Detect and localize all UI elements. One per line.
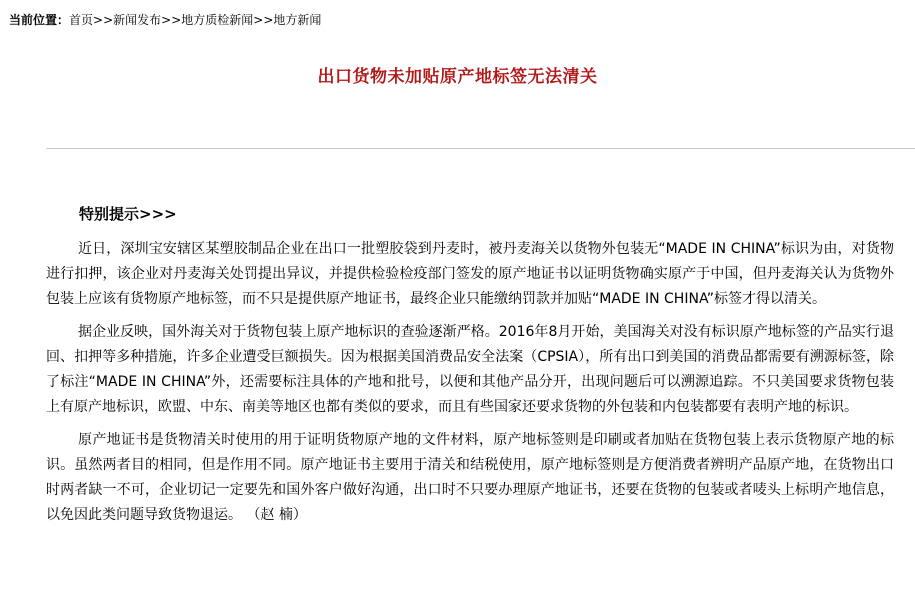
article-body: [46, 237, 894, 536]
breadcrumb-link-news-release[interactable]: 新闻发布: [113, 13, 162, 27]
article-title: 出口货物未加贴原产地标签无法清关: [317, 67, 598, 87]
breadcrumb-label: 当前位置：: [9, 13, 70, 27]
article-paragraph: 原产地证书是货物清关时使用的用于证明货物原产地的文件材料，原产地标签则是印刷或者加贴在货物包装上表示货物原产地的标识。虽然两者目的相同，但是作用不同。原产地证书主要用于清关和结税使用，原产地标签则是方便消费者辨明产品原产地，在货物出口时两者缺一不可，企业切记一定要先和国外客户做好沟通，出口时不只要办理原产地证书，还要在货物的包装或者唛头上标明产地信息，以免因此类问题导致货物退运。 （赵 楠）: [46, 432, 894, 523]
article-paragraph: 近日，深圳宝安辖区某塑胶制品企业在出口一批塑胶袋到丹麦时，被丹麦海关以货物外包装无“MADE IN CHINA”标识为由，对货物进行扣押，该企业对丹麦海关处罚提出异议，并提供检验检疫部门签发的原产地证书以证明货物确实原产于中国，但丹麦海关认为货物外包装上应该有货物原产地标签，而不只是提供原产地证书，最终企业只能缴纳罚款并加贴“MADE IN CHINA”标签才得以清关。: [46, 241, 894, 307]
special-notice-heading: 特别提示>>>: [79, 205, 177, 223]
breadcrumb-separator: >>: [93, 13, 114, 27]
article-paragraph: 据企业反映，国外海关对于货物包装上原产地标识的查验逐渐严格。2016年8月开始，美国海关对没有标识原产地标签的产品实行退回、扣押等多种措施，许多企业遭受巨额损失。因为根据美国消费品安全法案（CPSIA），所有出口到美国的消费品都需要有溯源标签，除了标注“MADE IN CHINA”外，还需要标注具体的产地和批号，以便和其他产品分开，出现问题后可以溯源追踪。不只美国要求货物包装上有原产地标识，欧盟、中东、南美等地区也都有类似的要求，而且有些国家还要求货物的外包装和内包装都要有表明产地的标识。: [46, 324, 894, 415]
breadcrumb-separator: >>: [253, 13, 274, 27]
title-divider: [46, 148, 915, 149]
breadcrumb-separator: >>: [161, 13, 182, 27]
breadcrumb-link-home[interactable]: 首页: [69, 13, 94, 27]
breadcrumb-link-local-inspection-news[interactable]: 地方质检新闻: [181, 13, 254, 27]
breadcrumb-link-local-news[interactable]: 地方新闻: [273, 13, 322, 27]
breadcrumb: [9, 11, 321, 28]
